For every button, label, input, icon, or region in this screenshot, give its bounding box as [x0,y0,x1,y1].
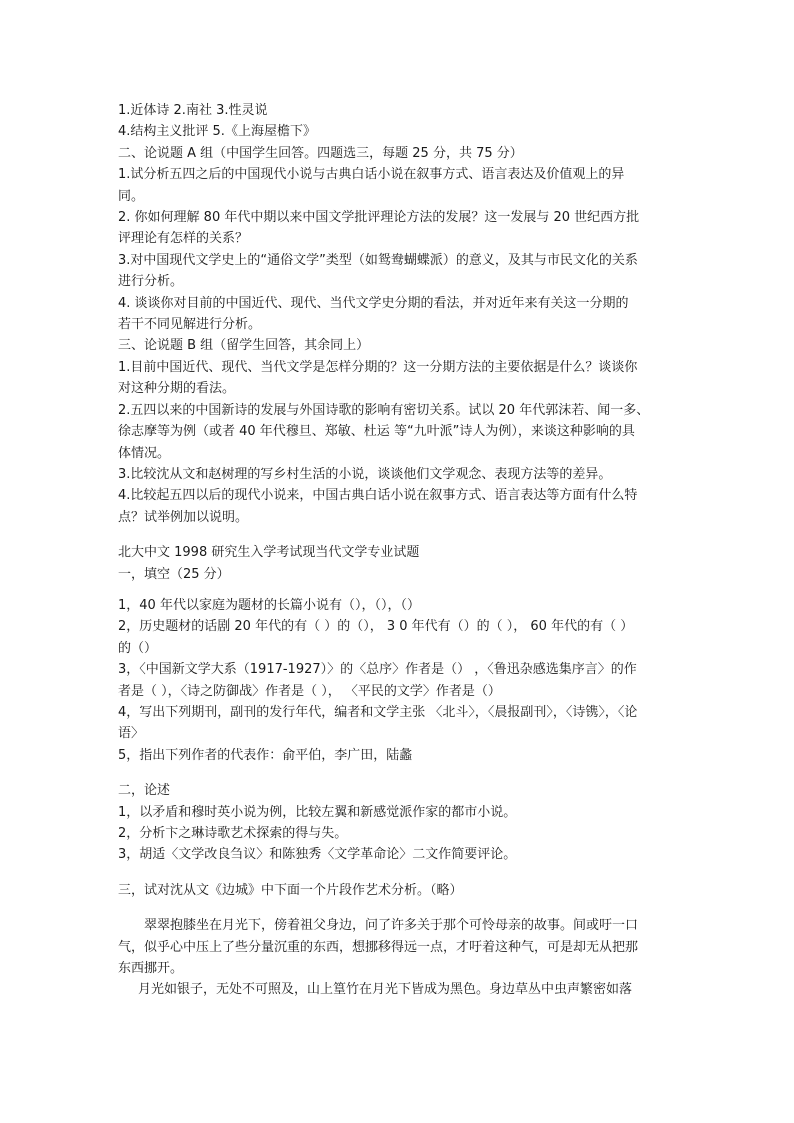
question-b2-line-1: 2.五四以来的中国新诗的发展与外国诗歌的影响有密切关系。试以 20 年代郭沫若、闻一多、 [118,402,650,418]
question-b2-line-3: 体情况。 [118,445,171,461]
question-a4-line-1: 4. 谈谈你对目前的中国近代、现代、当代文学史分期的看法，并对近年来有关这一分期的 [118,295,629,311]
fill-in-item-1: 1，40 年代以家庭为题材的长篇小说有（），（），（） [118,597,420,613]
question-b1-line-1: 1.目前中国近代、现代、当代文学是怎样分期的？这一分期方法的主要依据是什么？谈谈你 [118,359,638,375]
fill-in-item-5: 5，指出下列作者的代表作：俞平伯，李广田，陆蠡 [118,747,413,763]
question-a4-line-2: 若干不同见解进行分析。 [118,317,262,333]
question-a3-line-1: 3.对中国现代文学史上的“通俗文学”类型（如鸳鸯蝴蝶派）的意义，及其与市民文化的关系 [118,252,638,268]
exam-title: 北大中文 1998 研究生入学考试现当代文学专业试题 [118,545,420,561]
question-b4-line-2: 点？试举例加以说明。 [118,509,249,525]
question-a1-line-1: 1.试分析五四之后的中国现代小说与古典白话小说在叙事方式、语言表达及价值观上的异 [118,167,625,183]
section-heading-a: 二、论说题 A 组（中国学生回答。四题选三，每题 25 分，共 75 分） [118,145,523,161]
question-a3-line-2: 进行分析。 [118,274,184,290]
essay-item-1: 1，以矛盾和穆时英小说为例，比较左翼和新感觉派作家的都市小说。 [118,804,517,820]
section-analysis-heading: 三，试对沈从文《边城》中下面一个片段作艺术分析。（略） [118,882,463,898]
document-page [118,100,682,1001]
question-a1-line-2: 同。 [118,188,145,204]
excerpt-paragraph-1-line-2: 气，似乎心中压上了些分量沉重的东西，想挪移得远一点，才吁着这种气，可是却无从把那 [118,939,639,955]
fill-in-item-4-line-2: 语〉 [118,726,145,742]
essay-item-2: 2，分析卞之琳诗歌艺术探索的得与失。 [118,826,348,841]
excerpt-paragraph-1-line-1: 翠翠抱膝坐在月光下，傍着祖父身边，问了许多关于那个可怜母亲的故事。间或吁一口 [144,918,639,934]
section-heading-b: 三、论说题 B 组（留学生回答，其余同上） [118,338,370,354]
question-a2-line-2: 评理论有怎样的关系？ [118,231,249,247]
excerpt-paragraph-1-line-3: 东西挪开。 [118,961,184,977]
fill-in-item-3-line-1: 3，〈中国新文学大系（1917-1927）〉的〈总序〉作者是（） ，〈鲁迅杂感选集序言〉的作 [118,662,637,678]
excerpt-paragraph-2-line-1: 月光如银子，无处不可照及，山上篁竹在月光下皆成为黑色。身边草丛中虫声繁密如落 [138,982,633,998]
question-a2-line-1: 2. 你如何理解 80 年代中期以来中国文学批评理论方法的发展？这一发展与 20 世纪西方批 [118,210,640,226]
fill-in-item-3-line-2: 者是（ ），〈诗之防御战〉作者是（ ）， 〈平民的文学〉作者是（） [118,683,501,699]
fill-in-item-2-line-1: 2，历史题材的话剧 20 年代的有（ ）的（）， 3 0 年代有（）的（ ）， 60 年代的有（ ） [118,619,634,635]
question-b3-line-1: 3.比较沈从文和赵树理的写乡村生活的小说，谈谈他们文学观念、表现方法等的差异。 [118,466,612,482]
essay-item-3: 3，胡适〈文学改良刍议〉和陈独秀〈文学革命论〉二文作简要评论。 [118,847,517,863]
question-b1-line-2: 对这种分期的看法。 [118,381,236,397]
question-b4-line-1: 4.比较起五四以后的现代小说来，中国古典白话小说在叙事方式、语言表达等方面有什么特 [118,488,638,504]
section-essay-heading: 二，论述 [118,783,171,799]
terms-line-1: 1.近体诗 2.南社 3.性灵说 [118,103,268,118]
question-b2-line-2: 徐志摩等为例（或者 40 年代穆旦、郑敏、杜运 等“九叶派”诗人为例），来谈这种影响的具 [118,424,635,440]
fill-in-item-4-line-1: 4，写出下列期刊，副刊的发行年代，编者和文学主张 〈北斗〉，〈晨报副刊〉，〈诗镌〉，〈论 [118,704,638,720]
terms-line-2: 4.结构主义批评 5.《上海屋檐下》 [118,124,316,140]
section-fill-in-heading: 一，填空（25 分） [118,566,230,582]
fill-in-item-2-line-2: 的（） [118,640,158,656]
